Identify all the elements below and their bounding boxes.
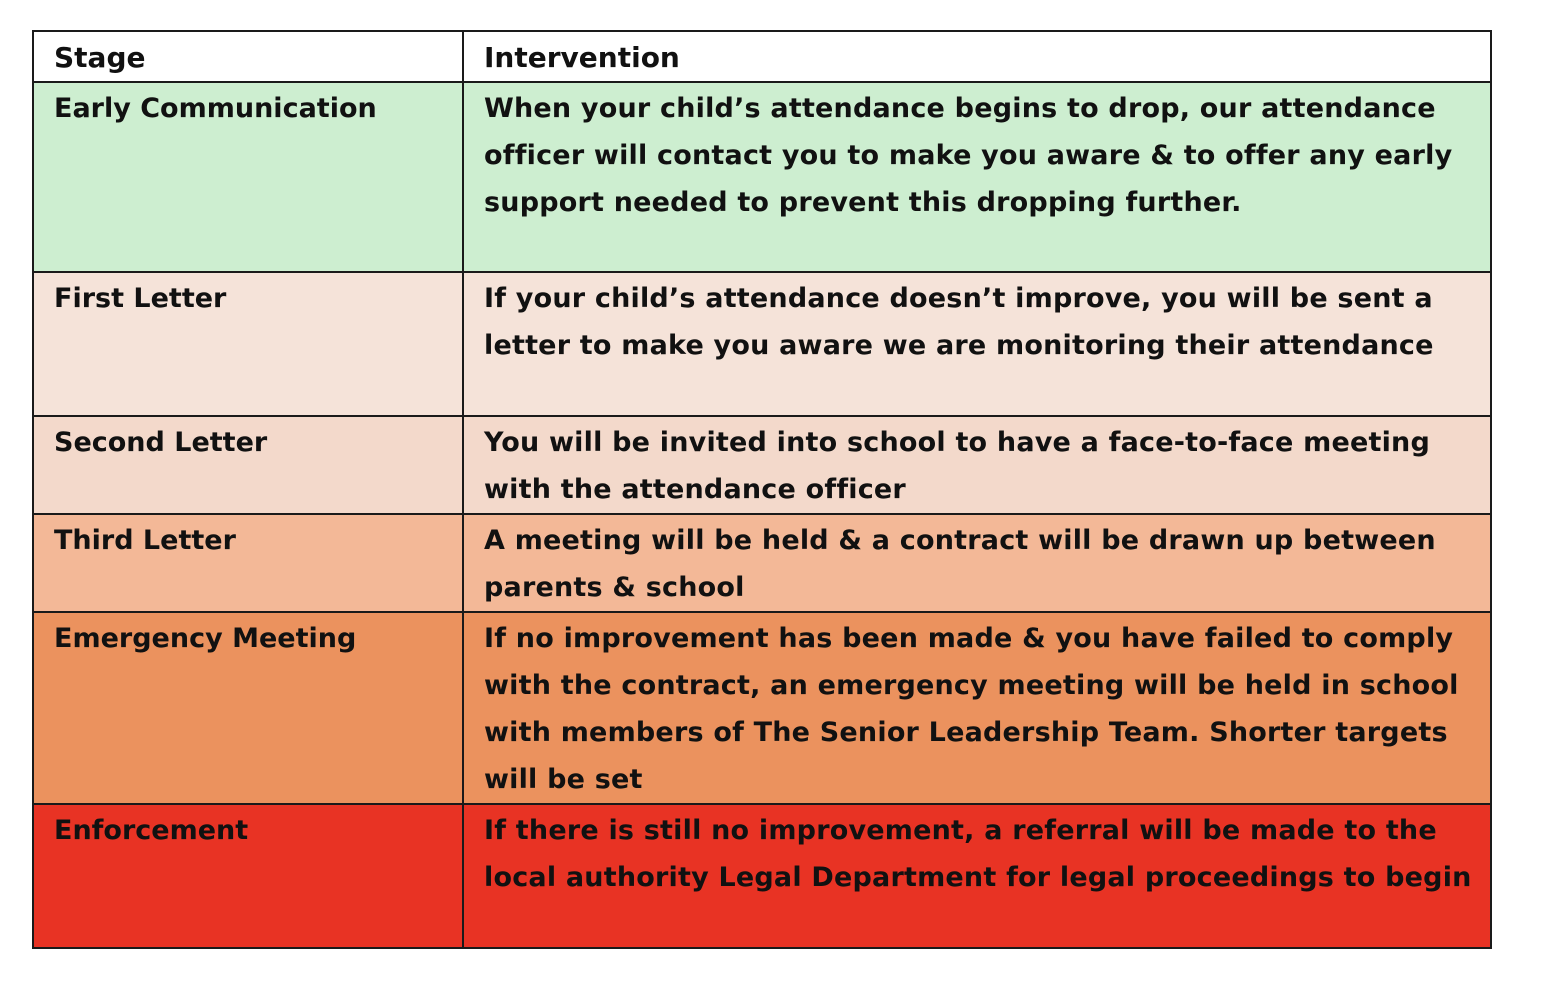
intervention-cell: If your child’s attendance doesn’t improve, you will be sent a letter to make you aware we are monitoring their attendance [463, 272, 1491, 416]
intervention-cell: When your child’s attendance begins to drop, our attendance officer will contact you to make you aware & to offer any early support needed to prevent this dropping further. [463, 82, 1491, 272]
table-row [33, 416, 1491, 514]
attendance-stages-table [32, 30, 1492, 949]
table-row [33, 82, 1491, 272]
table-row [33, 514, 1491, 612]
table-row [33, 272, 1491, 416]
header-intervention: Intervention [463, 31, 1491, 82]
table-header-row [33, 31, 1491, 82]
table-row [33, 804, 1491, 948]
stage-cell: Early Communication [33, 82, 463, 272]
stage-cell: Third Letter [33, 514, 463, 612]
intervention-cell: You will be invited into school to have a face-to-face meeting with the attendance officer [463, 416, 1491, 514]
stage-cell: Second Letter [33, 416, 463, 514]
intervention-cell: If no improvement has been made & you have failed to comply with the contract, an emergency meeting will be held in school with members of The Senior Leadership Team. Shorter targets will be set [463, 612, 1491, 804]
stage-cell: Emergency Meeting [33, 612, 463, 804]
stage-cell: First Letter [33, 272, 463, 416]
stage-cell: Enforcement [33, 804, 463, 948]
intervention-cell: A meeting will be held & a contract will be drawn up between parents & school [463, 514, 1491, 612]
header-stage: Stage [33, 31, 463, 82]
intervention-cell: If there is still no improvement, a referral will be made to the local authority Legal Department for legal proceedings to begin [463, 804, 1491, 948]
attendance-table-container [32, 30, 1490, 949]
table-row [33, 612, 1491, 804]
